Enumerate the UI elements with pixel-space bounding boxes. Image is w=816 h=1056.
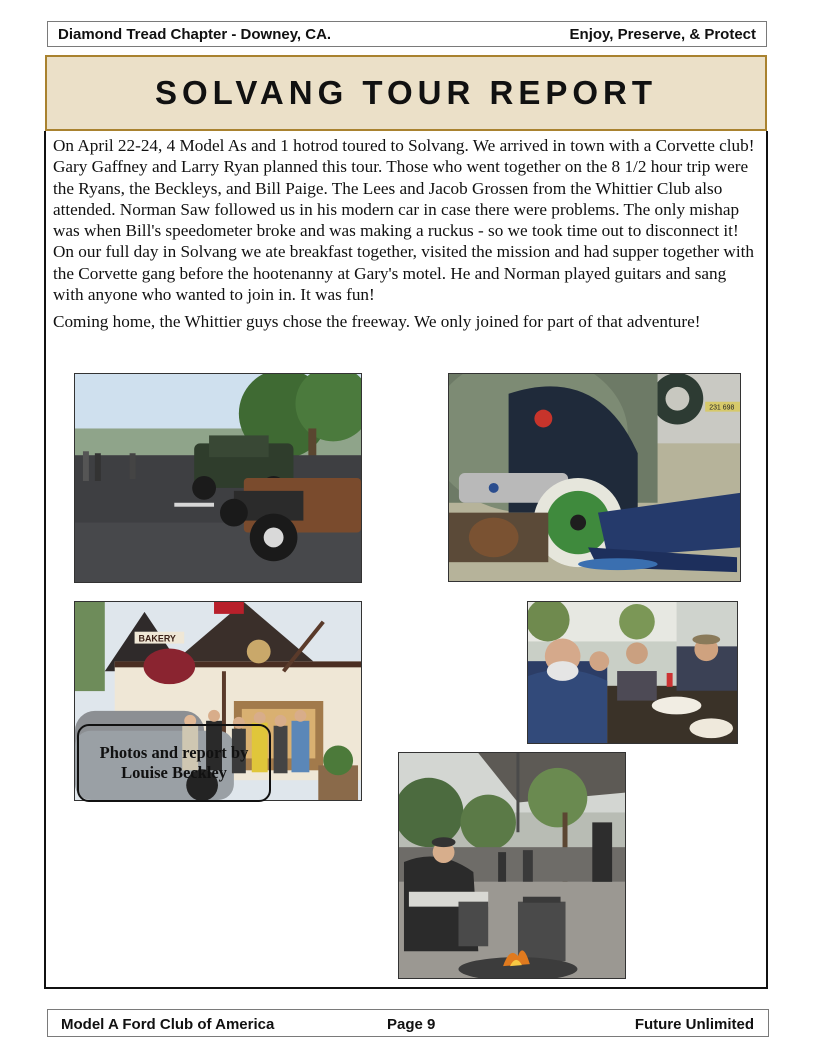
page-header xyxy=(47,21,767,47)
page-number: Page 9 xyxy=(387,1016,436,1033)
article-paragraph: On April 22-24, 4 Model As and 1 hotrod toured to Solvang. We arrived in town with a Corvette club! Gary Gaffney and Larry Ryan planned this tour. Those who went together on the 8 1/2 hour trip were the Ryans, the Beckleys, and Bill Paige. The Lees and Jacob Grossen from the Whittier Club also attended. Norman Saw followed us in his modern car in case there were problems. The only mishap was when Bill's speedometer broke and was making a ruckus - so we took time out to disconnect it! On our full day in Solvang we ate breakfast together, visited the mission and had supper together with the Corvette gang before the hootenanny at Gary's motel. He and Norman played guitars and sang with anyone who wanted to join in. It was fun! xyxy=(53,136,755,305)
article-paragraph: Coming home, the Whittier guys chose the freeway. We only joined for part of that adventure! xyxy=(53,312,701,332)
plate-text: 231 698 xyxy=(709,404,735,412)
credit-author: Louise Beckley xyxy=(121,763,227,782)
bakery-sign-text: BAKERY xyxy=(138,633,176,644)
credit-line: Photos and report by xyxy=(99,743,249,762)
photo-repair-under-car xyxy=(448,373,741,582)
article-body xyxy=(53,135,761,339)
photo-credit-box xyxy=(77,724,271,802)
page-title: SOLVANG TOUR REPORT xyxy=(154,74,658,111)
chapter-name: Diamond Tread Chapter - Downey, CA. xyxy=(58,25,332,43)
page-footer xyxy=(47,1009,769,1037)
footer-tagline: Future Unlimited xyxy=(634,1016,754,1033)
chapter-motto: Enjoy, Preserve, & Protect xyxy=(569,25,756,43)
photo-parking-lot-cars xyxy=(74,373,362,583)
photo-restaurant-table xyxy=(527,601,738,744)
photo-patio-firepit xyxy=(398,752,626,979)
title-banner xyxy=(45,55,767,131)
club-name: Model A Ford Club of America xyxy=(61,1016,275,1033)
